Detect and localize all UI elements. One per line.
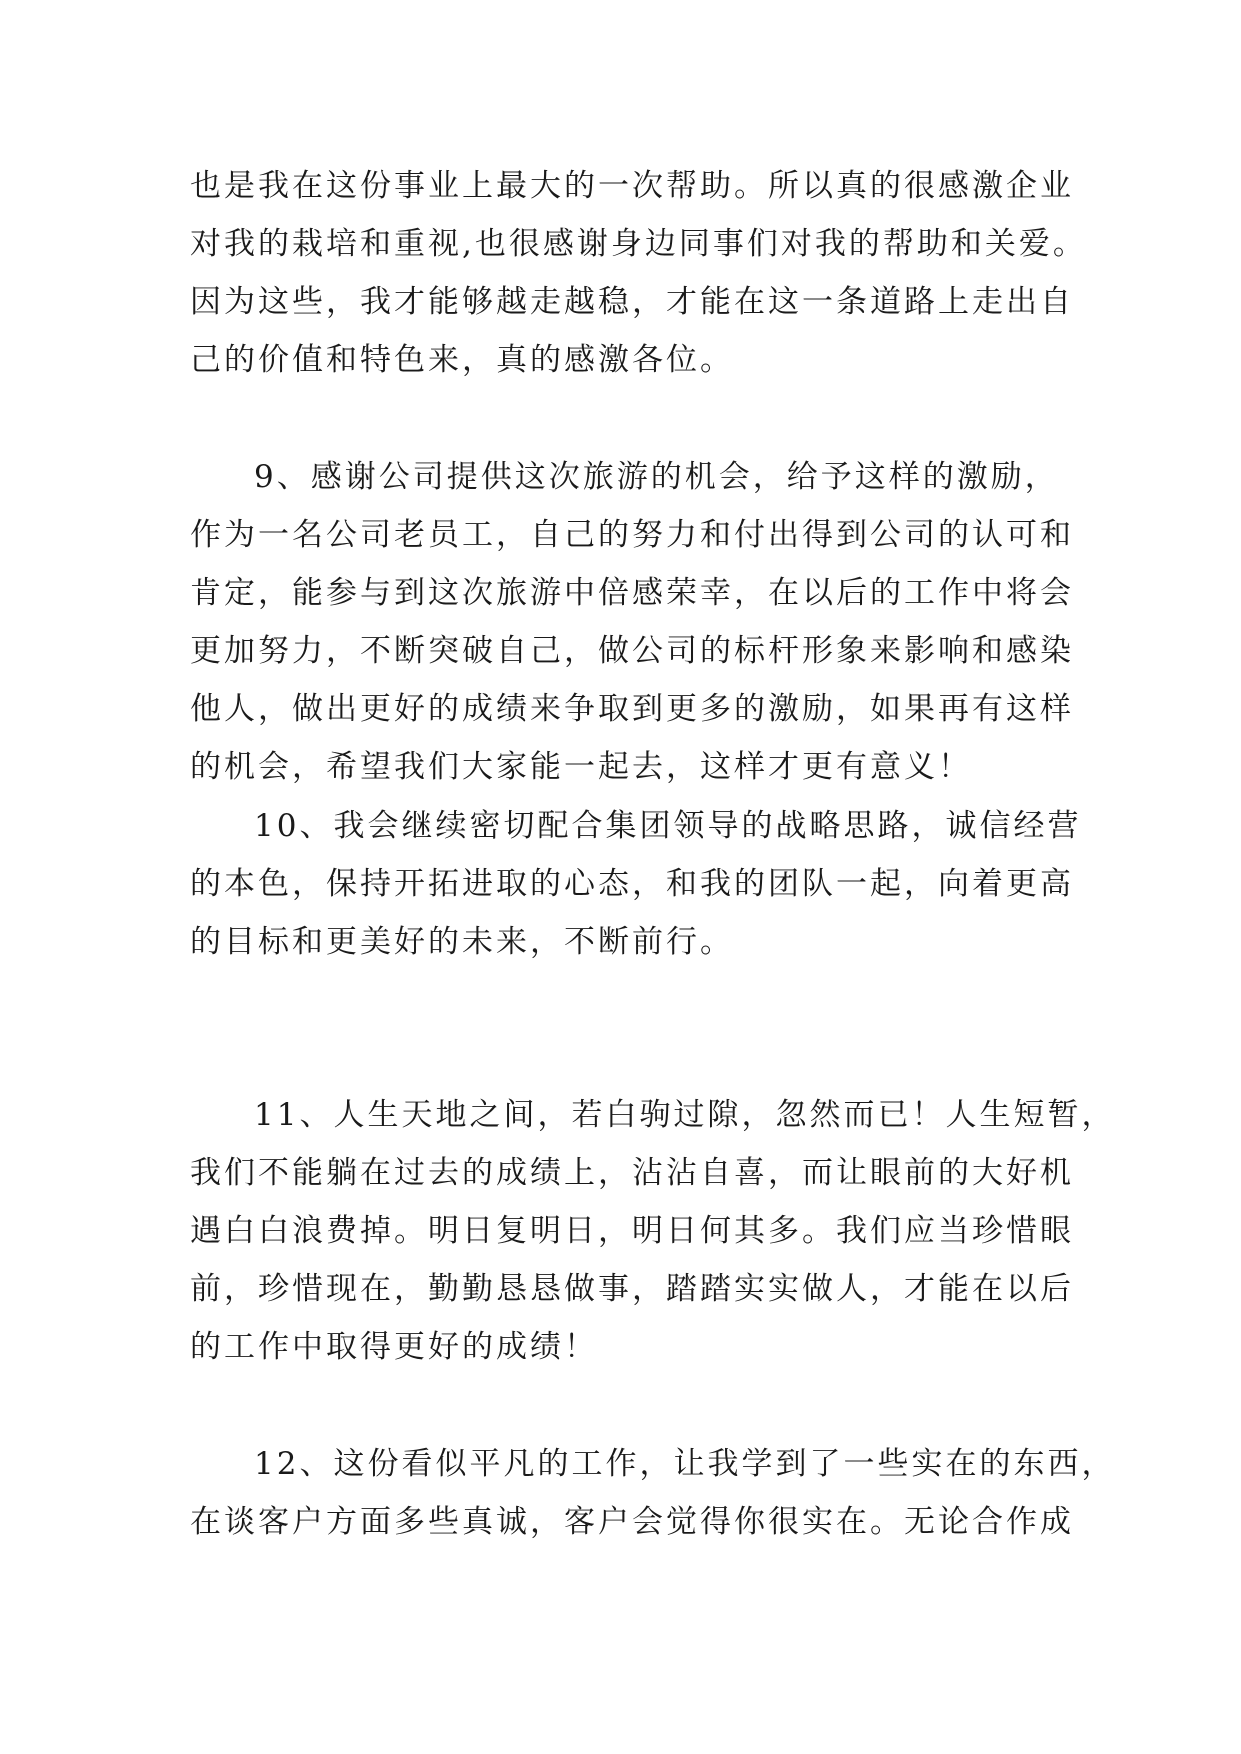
- paragraph-item-11: [190, 1086, 1116, 1376]
- paragraph-item-12: [190, 1435, 1116, 1551]
- paragraph-line: 9、感谢公司提供这次旅游的机会，给予这样的激励，: [254, 459, 1059, 495]
- paragraph-line: 10、我会继续密切配合集团领导的战略思路，诚信经营: [254, 808, 1082, 844]
- paragraph-line: 我们不能躺在过去的成绩上，沾沾自喜，而让眼前的大好机: [190, 1155, 1074, 1191]
- paragraph-line: 也是我在这份事业上最大的一次帮助。所以真的很感激企业: [190, 168, 1074, 204]
- paragraph-line: 因为这些，我才能够越走越稳，才能在这一条道路上走出自: [190, 284, 1074, 320]
- paragraph-line: 在谈客户方面多些真诚，客户会觉得你很实在。无论合作成: [190, 1504, 1074, 1540]
- paragraph-item-9: [190, 448, 1074, 796]
- paragraph-line: 的工作中取得更好的成绩！: [190, 1329, 598, 1365]
- paragraph-item-10: [190, 797, 1082, 971]
- paragraph-line: 对我的栽培和重视,也很感谢身边同事们对我的帮助和关爱。: [190, 226, 1087, 262]
- paragraph-line: 前，珍惜现在，勤勤恳恳做事，踏踏实实做人，才能在以后: [190, 1271, 1074, 1307]
- paragraph-line: 11、人生天地之间，若白驹过隙，忽然而已！人生短暂，: [254, 1097, 1116, 1133]
- paragraph-continuation: [190, 157, 1087, 389]
- paragraph-line: 12、这份看似平凡的工作，让我学到了一些实在的东西，: [254, 1446, 1116, 1482]
- paragraph-line: 的机会，希望我们大家能一起去，这样才更有意义！: [190, 749, 972, 785]
- paragraph-line: 肯定，能参与到这次旅游中倍感荣幸，在以后的工作中将会: [190, 575, 1074, 611]
- paragraph-line: 更加努力，不断突破自己，做公司的标杆形象来影响和感染: [190, 633, 1074, 669]
- paragraph-line: 的目标和更美好的未来，不断前行。: [190, 924, 734, 960]
- paragraph-line: 的本色，保持开拓进取的心态，和我的团队一起，向着更高: [190, 866, 1074, 902]
- paragraph-line: 作为一名公司老员工，自己的努力和付出得到公司的认可和: [190, 517, 1074, 553]
- paragraph-line: 己的价值和特色来，真的感激各位。: [190, 342, 734, 378]
- paragraph-line: 他人，做出更好的成绩来争取到更多的激励，如果再有这样: [190, 691, 1074, 727]
- paragraph-line: 遇白白浪费掉。明日复明日，明日何其多。我们应当珍惜眼: [190, 1213, 1074, 1249]
